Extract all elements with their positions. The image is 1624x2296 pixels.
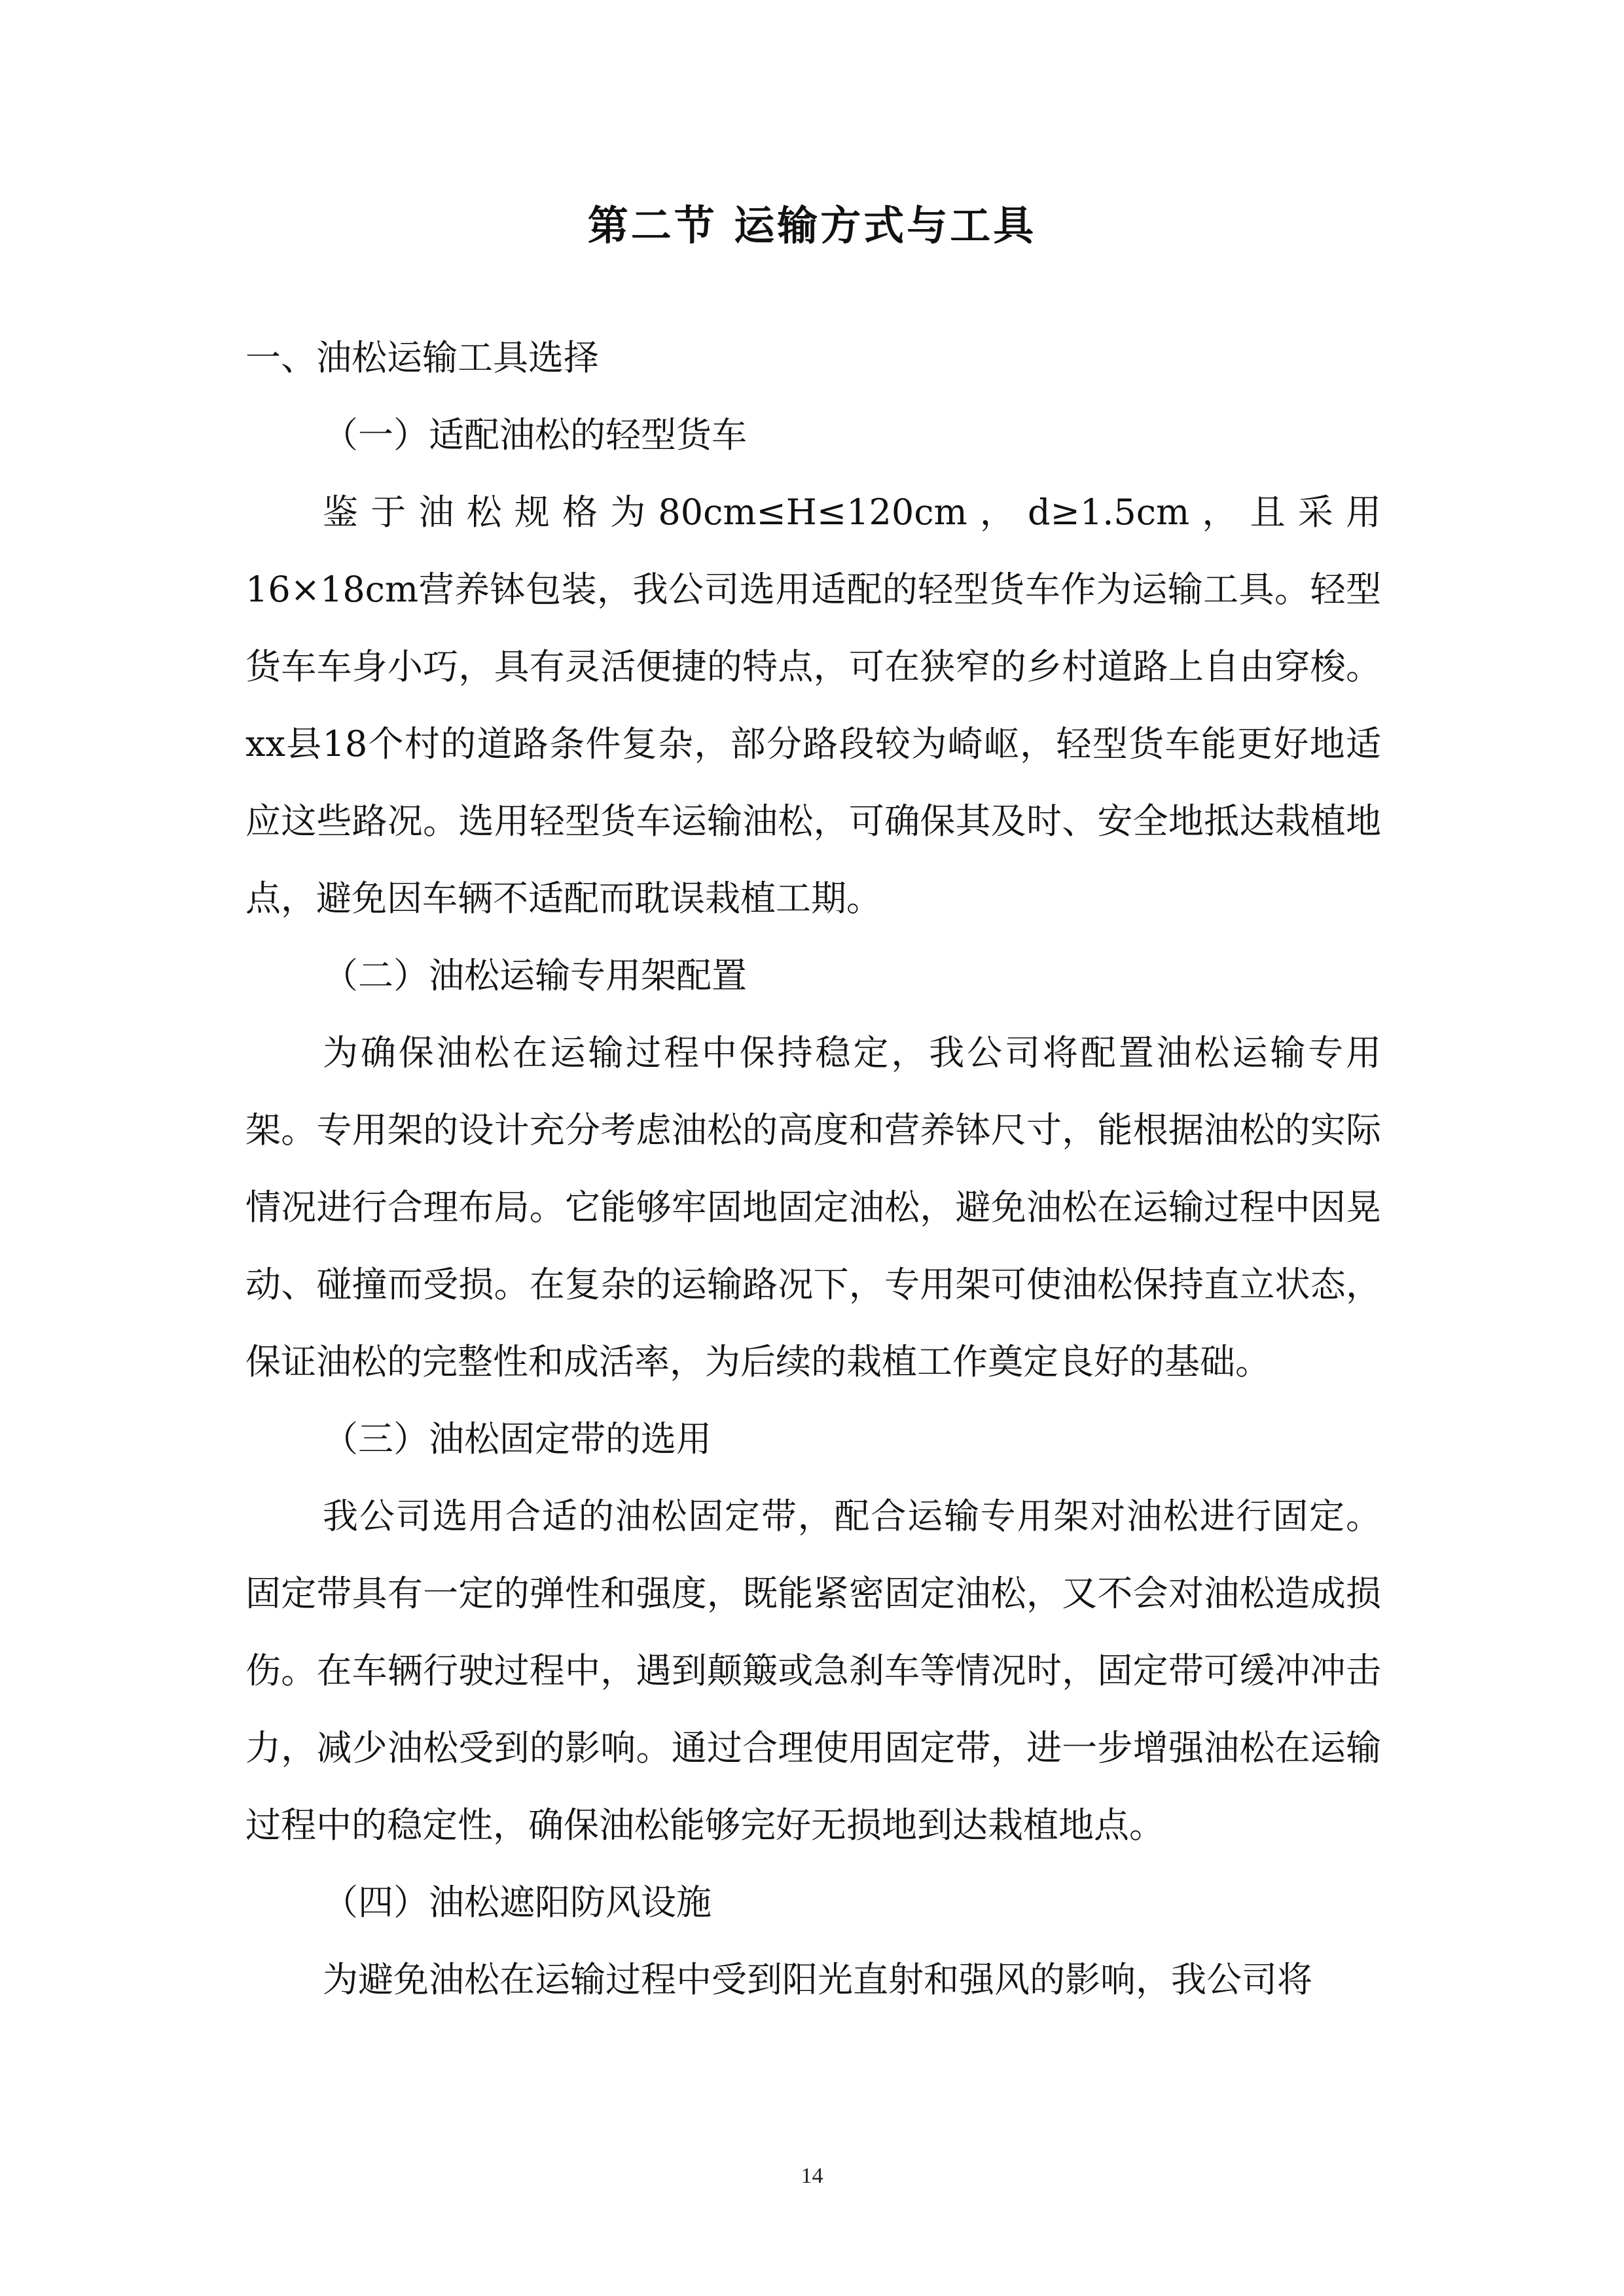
paragraph-fixing-strap: 我公司选用合适的油松固定带，配合运输专用架对油松进行固定。固定带具有一定的弹性和强度，既能紧密固定油松，又不会对油松造成损伤。在车辆行驶过程中，遇到颠簸或急刹车等情况时，固定带可缓冲冲击力，减少油松受到的影响。通过合理使用固定带，进一步增强油松在运输过程中的稳定性，确保油松能够完好无损地到达栽植地点。	[245, 1496, 1381, 1846]
subheading-fixing-strap: （三）油松固定带的选用	[323, 1418, 712, 1460]
section-title: 第二节 运输方式与工具	[587, 202, 1037, 249]
paragraph-light-truck: 鉴于油松规格为80cm≤H≤120cm，d≥1.5cm，且采用16×18cm营养钵包装，我公司选用适配的轻型货车作为运输工具。轻型货车车身小巧，具有灵活便捷的特点，可在狭窄的乡村道路上自由穿梭。xx县18个村的道路条件复杂，部分路段较为崎岖，轻型货车能更好地适应这些路况。选用轻型货车运输油松，可确保其及时、安全地抵达栽植地点，避免因车辆不适配而耽误栽植工期。	[245, 492, 1381, 919]
subheading-sunshade-windbreak: （四）油松遮阳防风设施	[323, 1882, 712, 1923]
subheading-transport-rack: （二）油松运输专用架配置	[323, 955, 747, 996]
paragraph-transport-rack: 为确保油松在运输过程中保持稳定，我公司将配置油松运输专用架。专用架的设计充分考虑油松的高度和营养钵尺寸，能根据油松的实际情况进行合理布局。它能够牢固地固定油松，避免油松在运输过程中因晃动、碰撞而受损。在复杂的运输路况下，专用架可使油松保持直立状态，保证油松的完整性和成活率，为后续的栽植工作奠定良好的基础。	[245, 1032, 1381, 1382]
page-number: 14	[801, 2164, 823, 2188]
heading-level-1: 一、油松运输工具选择	[245, 337, 599, 378]
paragraph-sunshade-windbreak: 为避免油松在运输过程中受到阳光直射和强风的影响，我公司将	[323, 1959, 1312, 2000]
subheading-light-truck: （一）适配油松的轻型货车	[323, 414, 747, 456]
body-content	[245, 319, 1381, 2018]
